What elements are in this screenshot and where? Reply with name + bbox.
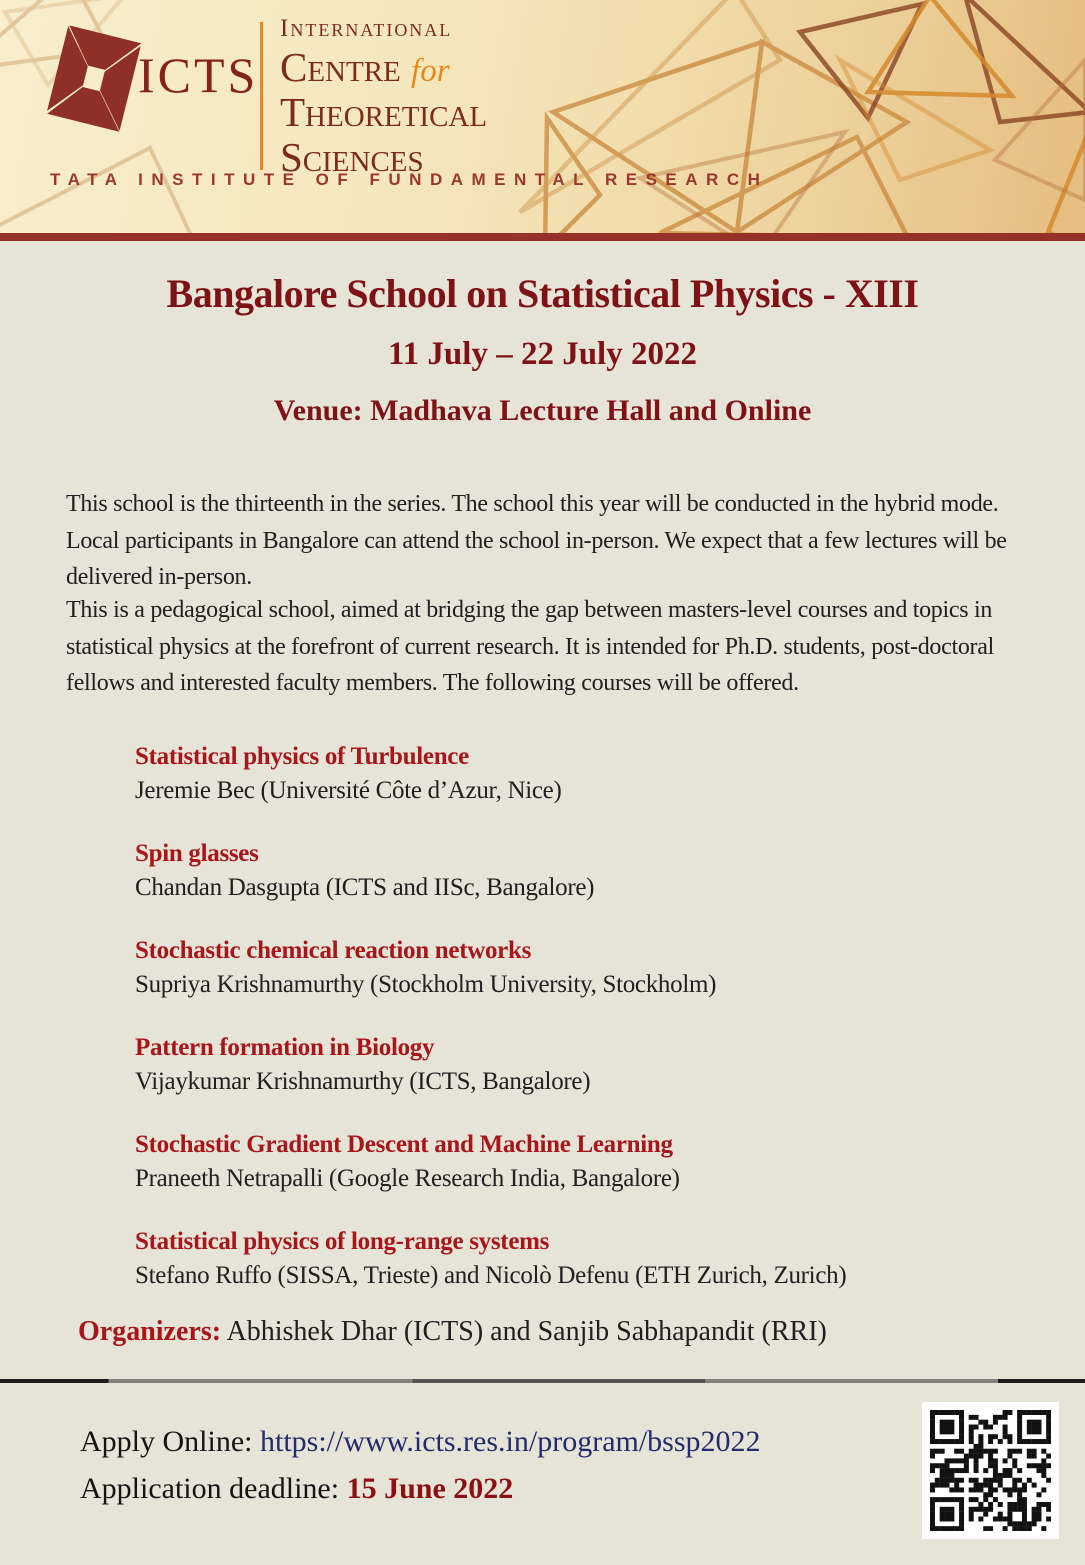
icts-wordmark: ICTS — [138, 47, 259, 103]
course-title: Statistical physics of Turbulence — [135, 743, 469, 770]
course-item — [135, 1225, 1015, 1293]
institute-line: TATA INSTITUTE OF FUNDAMENTAL RESEARCH — [50, 170, 769, 189]
header-banner — [0, 0, 1085, 233]
footer-divider — [0, 1379, 1085, 1383]
course-instructor: Stefano Ruffo (SISSA, Trieste) and Nicolò Defenu (ETH Zurich, Zurich) — [135, 1262, 847, 1289]
apply-online-line — [80, 1418, 761, 1465]
course-instructor: Chandan Dasgupta (ICTS and IISc, Bangalore) — [135, 874, 595, 901]
header-bottom-bar — [0, 233, 1085, 241]
course-title: Statistical physics of long-range systems — [135, 1228, 550, 1255]
course-item — [135, 1031, 1015, 1099]
course-instructor: Vijaykumar Krishnamurthy (ICTS, Bangalore) — [135, 1068, 591, 1095]
application-deadline-line — [80, 1465, 761, 1512]
organizers-label: Organizers: — [78, 1316, 222, 1347]
intro-paragraph-1: This school is the thirteenth in the series. The school this year will be conducted in the hybrid mode. Local participants in Bangalore can attend the school in-person. We expect that a few lectures will be delivered in-person. — [66, 491, 1007, 590]
page-title: Bangalore School on Statistical Physics - XIII — [166, 271, 919, 316]
course-instructor: Jeremie Bec (Université Côte d’Azur, Nice) — [135, 777, 562, 804]
org-line-centre-for: Centre for — [280, 44, 450, 90]
organizers-line — [78, 1316, 1038, 1348]
event-dates: 11 July – 22 July 2022 — [388, 336, 697, 372]
qr-code — [922, 1402, 1059, 1539]
icts-logo-icon — [54, 30, 136, 130]
organisation-name — [280, 16, 487, 178]
course-title: Stochastic chemical reaction networks — [135, 937, 532, 964]
apply-online-label: Apply Online: — [80, 1425, 260, 1458]
org-line-sciences: Sciences — [280, 134, 424, 180]
course-item — [135, 1128, 1015, 1196]
header-divider-rule — [260, 22, 263, 170]
deadline-value: 15 June 2022 — [346, 1472, 514, 1505]
course-item — [135, 934, 1015, 1002]
org-for-word: for — [411, 53, 450, 89]
course-instructor: Supriya Krishnamurthy (Stockholm University, Stockholm) — [135, 971, 717, 998]
course-item — [135, 837, 1015, 905]
org-line-theoretical: Theoretical — [280, 89, 488, 135]
course-title: Spin glasses — [135, 840, 259, 867]
deadline-label: Application deadline: — [80, 1472, 347, 1505]
org-line-international: International — [280, 15, 453, 42]
footer-apply-block — [80, 1418, 761, 1512]
course-instructor: Praneeth Netrapalli (Google Research India, Bangalore) — [135, 1165, 680, 1192]
course-title: Pattern formation in Biology — [135, 1034, 435, 1061]
course-list — [135, 740, 1015, 1322]
apply-online-link[interactable]: https://www.icts.res.in/program/bssp2022 — [260, 1425, 761, 1458]
course-item — [135, 740, 1015, 808]
organizers-names: Abhishek Dhar (ICTS) and Sanjib Sabhapandit (RRI) — [221, 1316, 827, 1347]
intro-paragraph-2: This is a pedagogical school, aimed at bridging the gap between masters-level courses and topics in statistical physics at the forefront of current research. It is intended for Ph.D. students, post-doctoral fellows and interested faculty members. The following courses will be offered. — [66, 597, 994, 696]
geometric-triangles-art — [0, 0, 1085, 233]
event-venue: Venue: Madhava Lecture Hall and Online — [273, 394, 812, 427]
course-title: Stochastic Gradient Descent and Machine Learning — [135, 1131, 673, 1158]
